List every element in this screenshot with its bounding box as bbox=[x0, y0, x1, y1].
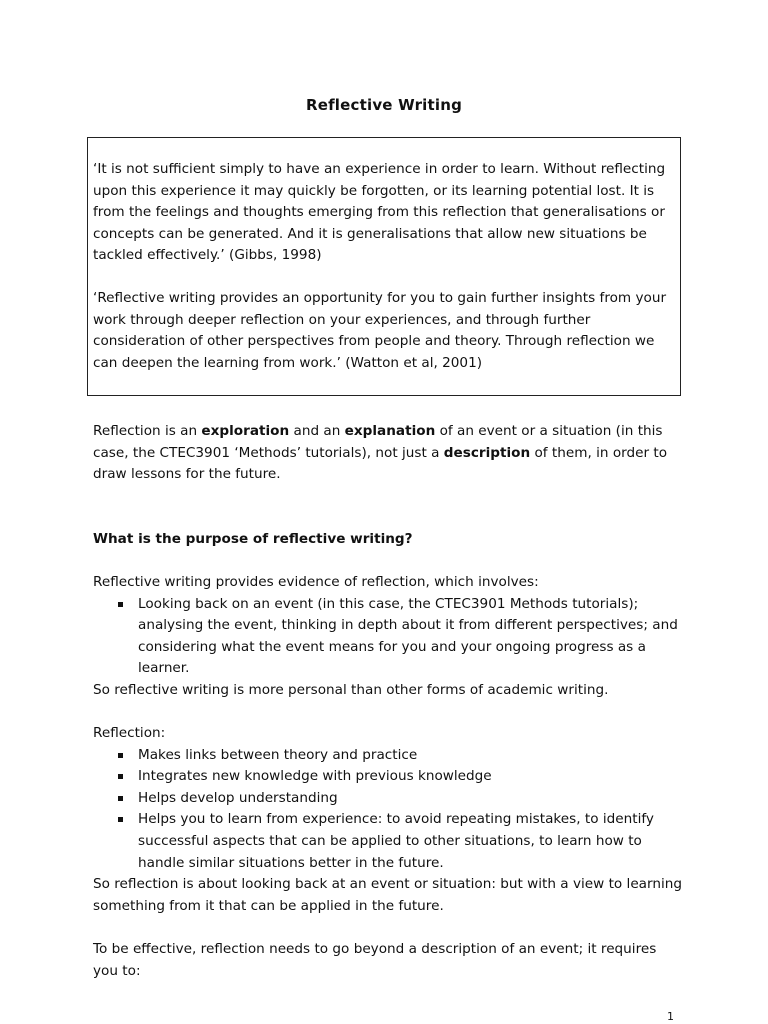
gibbs-quote: ‘It is not sufficient simply to have an experience in order to learn. Without reflecting upon this experience it may quickly be forgotten, or its learning potential lost. It is from the feelings and thoughts emerging from this reflection that generalisations or concepts can be generated. And it is generalisations that allow new situations be tackled effectively.’ (Gibbs, 1998) bbox=[93, 161, 666, 264]
reflection-closing: So reflection is about looking back at an event or situation: but with a view to learning something from it that can be applied in the future. bbox=[93, 876, 682, 914]
reflection-bullet-list bbox=[93, 745, 683, 875]
intro-paragraph: Reflection is an exploration and an explanation of an event or a situation (in this case, the CTEC3901 ‘Methods’ tutorials), not just a description of them, in order to draw lessons for the future. bbox=[93, 423, 668, 483]
watton-quote: ‘Reflective writing provides an opportunity for you to gain further insights from your work through deeper reflection on your experiences, and through further consideration of other perspectives from people and theory. Through reflection we can deepen the learning from work.’ (Watton et al, 2001) bbox=[93, 289, 667, 371]
list-item: Helps develop understanding bbox=[138, 788, 683, 810]
list-item: Integrates new knowledge with previous knowledge bbox=[138, 766, 683, 788]
page-number: 1 bbox=[667, 1010, 674, 1023]
description-term: description bbox=[443, 444, 531, 461]
reflection-lead: Reflection: bbox=[93, 725, 166, 741]
purpose-heading: What is the purpose of reflective writing? bbox=[93, 531, 413, 547]
quote-box bbox=[87, 137, 681, 396]
purpose-closing: So reflective writing is more personal than other forms of academic writing. bbox=[93, 681, 609, 698]
purpose-lead: Reflective writing provides evidence of reflection, which involves: bbox=[93, 574, 539, 590]
purpose-section bbox=[93, 572, 683, 702]
effective-paragraph: To be effective, reflection needs to go beyond a description of an event; it requires you to: bbox=[93, 941, 657, 979]
list-item: Helps you to learn from experience: to avoid repeating mistakes, to identify successful aspects that can be applied to other situations, to learn how to handle similar situations better in the future. bbox=[138, 809, 683, 874]
reflection-section bbox=[93, 723, 683, 917]
purpose-bullet-list bbox=[93, 594, 683, 680]
exploration-term: exploration bbox=[201, 423, 290, 439]
page-title: Reflective Writing bbox=[305, 96, 463, 114]
explanation-term: explanation bbox=[344, 423, 436, 439]
list-item: Makes links between theory and practice bbox=[138, 745, 683, 767]
list-item: Looking back on an event (in this case, the CTEC3901 Methods tutorials); analysing the event, thinking in depth about it from different perspectives; and considering what the event means for you and your ongoing progress as a learner. bbox=[138, 594, 683, 680]
